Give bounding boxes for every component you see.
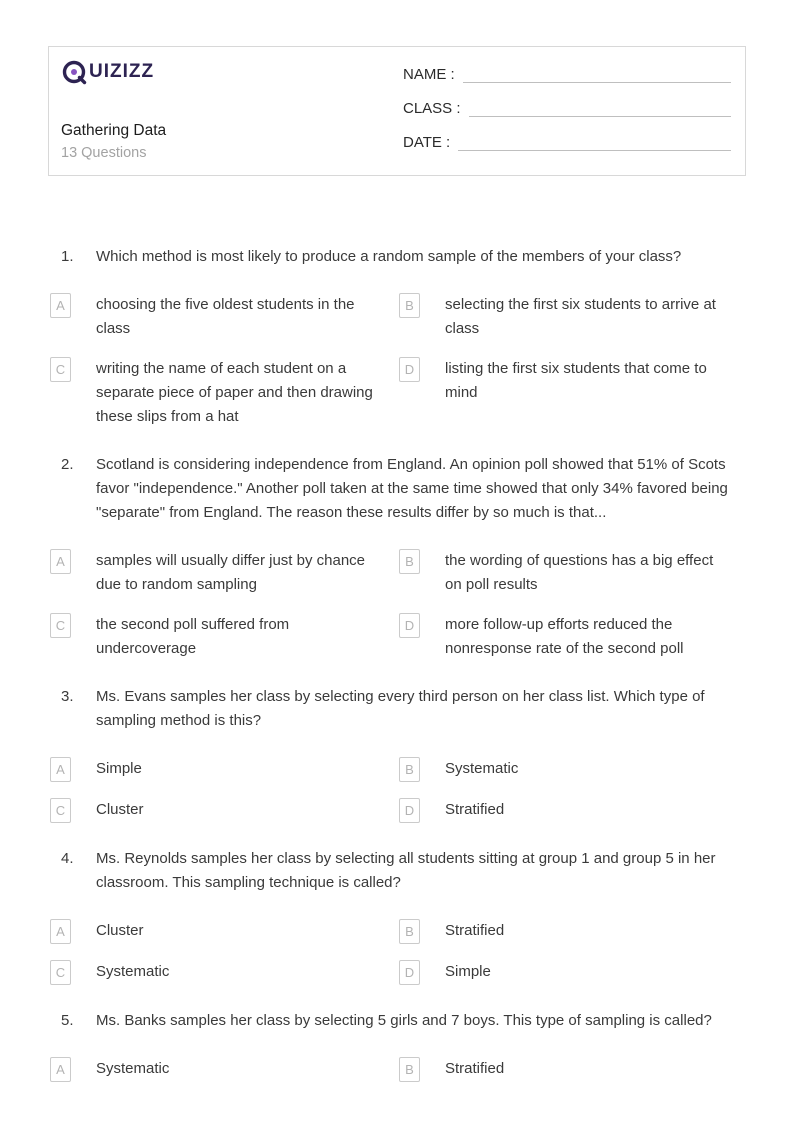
worksheet-header-card	[48, 46, 746, 176]
header-left-column	[61, 59, 403, 161]
option-text: choosing the five oldest students in the class	[96, 296, 355, 337]
question-number: 4.	[61, 850, 74, 867]
name-field-row	[403, 64, 731, 83]
question-number: 1.	[61, 248, 74, 265]
class-field-row	[403, 98, 731, 117]
option-text: the second poll suffered from undercoverage	[96, 616, 290, 657]
answer-option	[48, 798, 397, 823]
option-text: writing the name of each student on a separate piece of paper and then drawing these slips from a hat	[96, 360, 373, 425]
option-letter-box: A	[50, 549, 71, 574]
option-text: Systematic	[96, 963, 170, 980]
option-text: Cluster	[96, 922, 144, 939]
name-blank-line	[463, 66, 731, 83]
option-text: Stratified	[445, 801, 505, 818]
question-number: 3.	[61, 688, 74, 705]
question	[48, 847, 746, 985]
quizizz-logo	[61, 59, 403, 85]
answer-option	[48, 549, 397, 597]
quiz-question-count: 13 Questions	[61, 145, 147, 161]
question-head	[48, 847, 746, 895]
quizizz-q-icon	[61, 59, 87, 85]
option-letter-box: A	[50, 293, 71, 318]
option-letter-box: B	[399, 293, 420, 318]
option-letter-box: B	[399, 919, 420, 944]
answer-option	[397, 1057, 746, 1082]
option-letter-box: A	[50, 919, 71, 944]
options-grid	[48, 919, 746, 985]
answer-option	[397, 960, 746, 985]
option-text: Simple	[96, 760, 142, 777]
question-head	[48, 453, 746, 525]
quiz-title-block	[61, 122, 403, 161]
class-field-label: CLASS :	[403, 100, 461, 117]
answer-option	[48, 293, 397, 341]
question	[48, 245, 746, 429]
answer-option	[48, 960, 397, 985]
question	[48, 685, 746, 823]
date-blank-line	[458, 134, 731, 151]
option-letter-box: A	[50, 1057, 71, 1082]
class-blank-line	[469, 100, 731, 117]
answer-option	[397, 293, 746, 341]
answer-option	[48, 357, 397, 429]
option-letter-box: C	[50, 960, 71, 985]
option-text: Stratified	[445, 1060, 505, 1077]
option-text: Systematic	[96, 1060, 170, 1077]
question-text: Which method is most likely to produce a random sample of the members of your class?	[96, 248, 682, 265]
option-letter-box: C	[50, 798, 71, 823]
options-grid	[48, 757, 746, 823]
option-letter-box: D	[399, 960, 420, 985]
question-number: 5.	[61, 1012, 74, 1029]
quiz-title: Gathering Data	[61, 122, 167, 139]
question-head	[48, 245, 746, 269]
options-grid	[48, 549, 746, 661]
answer-option	[48, 613, 397, 661]
option-text: samples will usually differ just by chance due to random sampling	[96, 552, 366, 593]
answer-option	[48, 757, 397, 782]
option-text: listing the first six students that come to mind	[445, 360, 707, 401]
option-text: Simple	[445, 963, 491, 980]
option-text: more follow-up efforts reduced the nonresponse rate of the second poll	[445, 616, 684, 657]
option-letter-box: D	[399, 613, 420, 638]
option-text: Stratified	[445, 922, 505, 939]
question-text: Ms. Reynolds samples her class by selecting all students sitting at group 1 and group 5 in her classroom. This sampling technique is called?	[96, 850, 716, 891]
option-letter-box: D	[399, 798, 420, 823]
option-text: selecting the first six students to arrive at class	[445, 296, 716, 337]
option-text: Systematic	[445, 760, 519, 777]
question-text: Ms. Evans samples her class by selecting every third person on her class list. Which type of sampling method is this?	[96, 688, 705, 729]
answer-option	[397, 357, 746, 429]
student-info-fields	[403, 59, 731, 161]
question-head	[48, 1009, 746, 1033]
answer-option	[397, 919, 746, 944]
option-text: Cluster	[96, 801, 144, 818]
name-field-label: NAME :	[403, 66, 455, 83]
date-field-label: DATE :	[403, 134, 451, 151]
answer-option	[48, 919, 397, 944]
date-field-row	[403, 132, 731, 151]
options-grid	[48, 293, 746, 429]
option-letter-box: B	[399, 549, 420, 574]
option-letter-box: C	[50, 357, 71, 382]
answer-option	[397, 613, 746, 661]
quizizz-logo-text: UIZIZZ	[89, 61, 155, 82]
answer-option	[397, 549, 746, 597]
option-letter-box: A	[50, 757, 71, 782]
question-text: Scotland is considering independence from England. An opinion poll showed that 51% of Scots favor "independence." Another poll taken at the same time showed that only 34% favored being "separate" from England. The reason these results differ by so much is that...	[96, 456, 728, 521]
question-number: 2.	[61, 456, 74, 473]
option-letter-box: D	[399, 357, 420, 382]
options-grid	[48, 1057, 746, 1082]
answer-option	[397, 798, 746, 823]
option-text: the wording of questions has a big effect on poll results	[445, 552, 714, 593]
question	[48, 1009, 746, 1082]
question-text: Ms. Banks samples her class by selecting 5 girls and 7 boys. This type of sampling is called?	[96, 1012, 712, 1029]
answer-option	[397, 757, 746, 782]
option-letter-box: C	[50, 613, 71, 638]
question-head	[48, 685, 746, 733]
option-letter-box: B	[399, 1057, 420, 1082]
option-letter-box: B	[399, 757, 420, 782]
question-list	[48, 245, 746, 1082]
answer-option	[48, 1057, 397, 1082]
question	[48, 453, 746, 661]
